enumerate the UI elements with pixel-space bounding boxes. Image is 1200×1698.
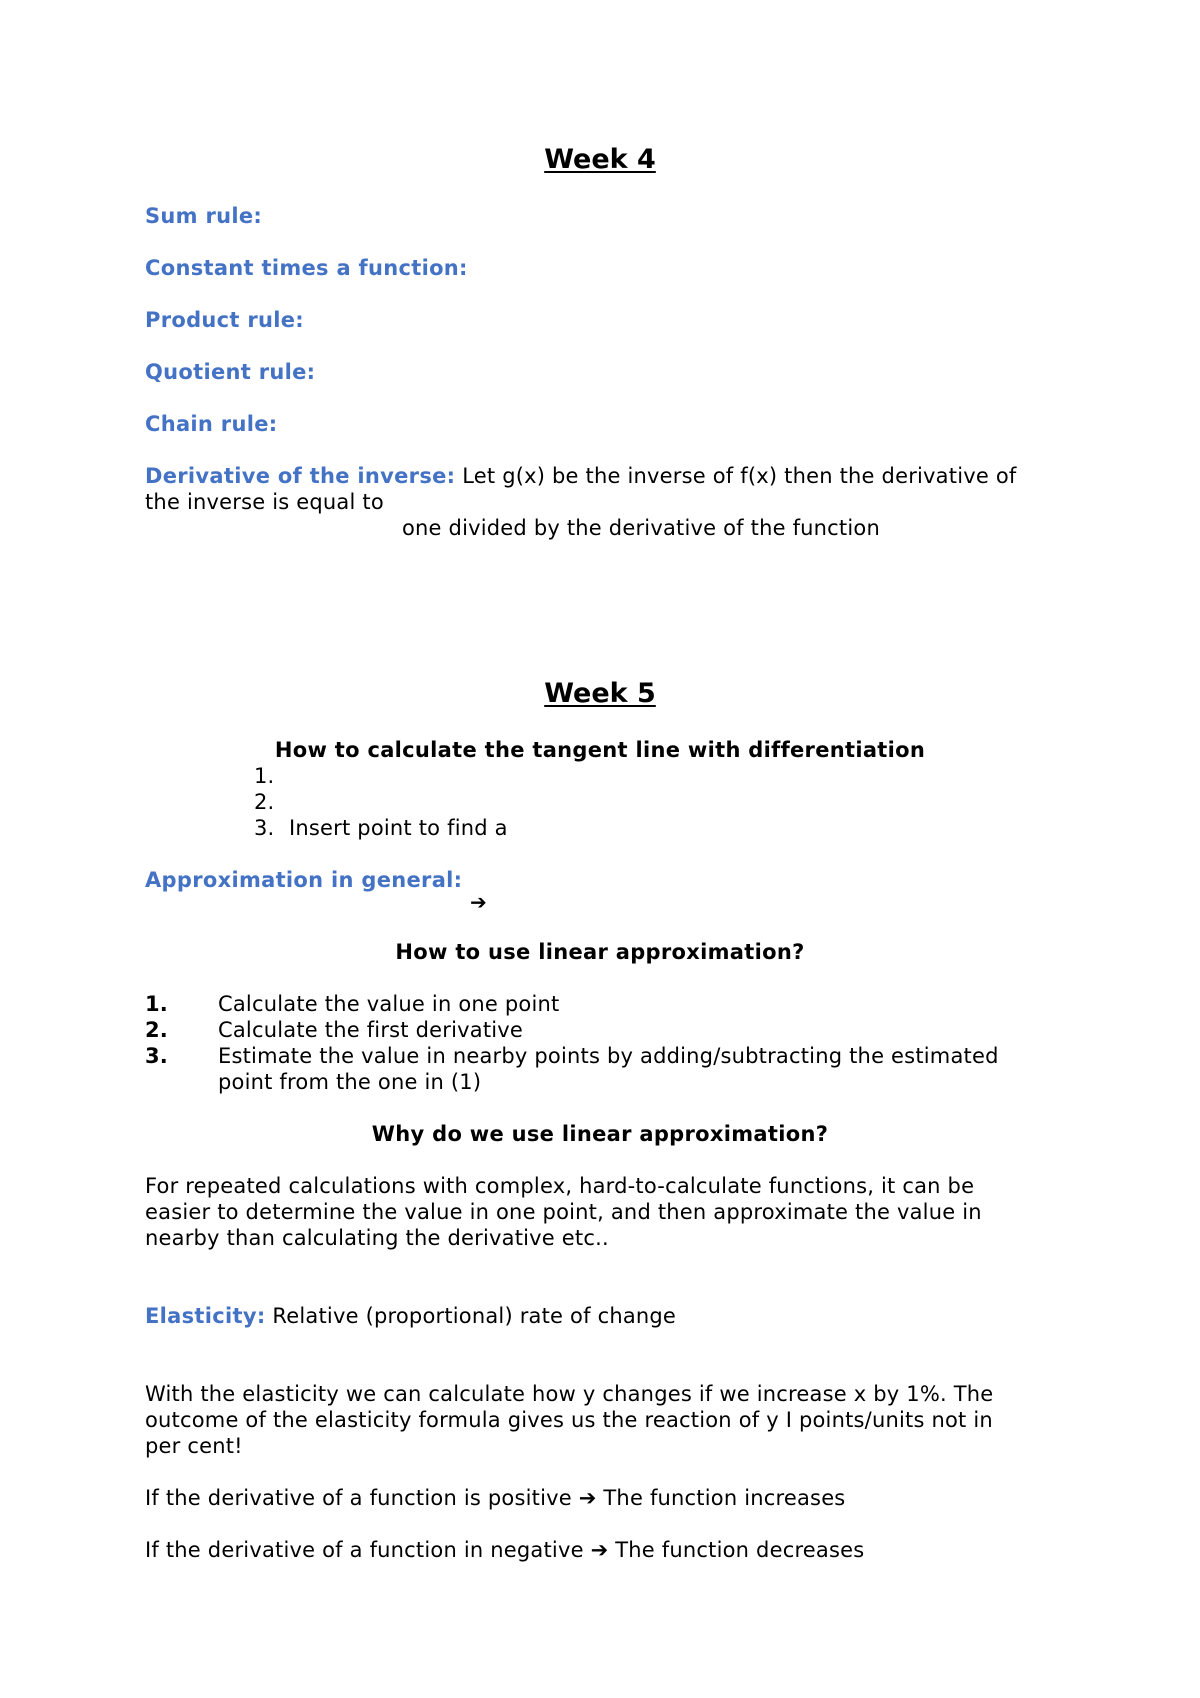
why-linear-heading: Why do we use linear approximation? — [371, 1122, 829, 1146]
constant-times-term: Constant times a function: — [145, 256, 468, 280]
tangent-step-2 — [254, 790, 289, 814]
inverse-text-line3: one divided by the derivative of the function — [402, 516, 880, 540]
why-paragraph-line: easier to determine the value in one point, and then approximate the value in — [145, 1200, 982, 1224]
sum-rule-term: Sum rule: — [145, 204, 263, 228]
elasticity-paragraph-line: per cent! — [145, 1434, 243, 1458]
elasticity-paragraph-line: outcome of the elasticity formula gives us the reaction of y I points/units not in — [145, 1408, 993, 1432]
tangent-step-number: 2. — [254, 790, 275, 814]
linear-step-number: 1. — [145, 992, 168, 1016]
week5-title: Week 5 — [544, 678, 656, 709]
negative-derivative-text: If the derivative of a function in negative — [145, 1538, 591, 1562]
positive-derivative-text: If the derivative of a function is positive — [145, 1486, 579, 1510]
linear-step-2 — [145, 1018, 523, 1042]
elasticity-line — [145, 1304, 676, 1328]
week4-title: Week 4 — [544, 144, 656, 175]
elasticity-definition: Relative (proportional) rate of change — [265, 1304, 677, 1328]
tangent-heading: How to calculate the tangent line with differentiation — [274, 738, 926, 762]
linear-step-text: Estimate the value in nearby points by adding/subtracting the estimated — [218, 1044, 999, 1068]
linear-step-1 — [145, 992, 559, 1016]
tangent-step-number: 3. — [254, 816, 275, 840]
right-arrow-icon: ➔ — [578, 1486, 597, 1510]
inverse-text-line2: the inverse is equal to — [145, 490, 384, 514]
product-rule-term: Product rule: — [145, 308, 305, 332]
right-arrow-icon: ➔ — [470, 890, 487, 914]
chain-rule-term: Chain rule: — [145, 412, 278, 436]
linear-step-text: Calculate the value in one point — [218, 992, 560, 1016]
function-increases-text: The function increases — [596, 1486, 846, 1510]
quotient-rule-term: Quotient rule: — [145, 360, 316, 384]
inverse-term: Derivative of the inverse: — [145, 464, 456, 488]
negative-derivative-line — [145, 1538, 864, 1562]
linear-step-number: 3. — [145, 1044, 168, 1068]
right-arrow-icon: ➔ — [590, 1538, 609, 1562]
inverse-text-line1: Let g(x) be the inverse of f(x) then the derivative of — [455, 464, 1017, 488]
tangent-step-1 — [254, 764, 289, 788]
tangent-step-number: 1. — [254, 764, 275, 788]
elasticity-paragraph-line: With the elasticity we can calculate how y changes if we increase x by 1%. The — [145, 1382, 994, 1406]
approximation-term: Approximation in general: — [145, 868, 463, 892]
linear-step-number: 2. — [145, 1018, 168, 1042]
linear-step-3 — [145, 1044, 999, 1068]
why-paragraph-line: For repeated calculations with complex, hard-to-calculate functions, it can be — [145, 1174, 975, 1198]
positive-derivative-line — [145, 1486, 845, 1510]
function-decreases-text: The function decreases — [608, 1538, 865, 1562]
tangent-step-text: Insert point to find a — [289, 816, 508, 840]
elasticity-term: Elasticity: — [145, 1304, 266, 1328]
linear-approx-heading: How to use linear approximation? — [395, 940, 805, 964]
linear-step-text: Calculate the first derivative — [218, 1018, 524, 1042]
inverse-paragraph-line1 — [145, 464, 1017, 488]
tangent-step-3 — [254, 816, 508, 840]
why-paragraph-line: nearby than calculating the derivative etc.. — [145, 1226, 609, 1250]
linear-step-3-continued: point from the one in (1) — [218, 1070, 482, 1094]
